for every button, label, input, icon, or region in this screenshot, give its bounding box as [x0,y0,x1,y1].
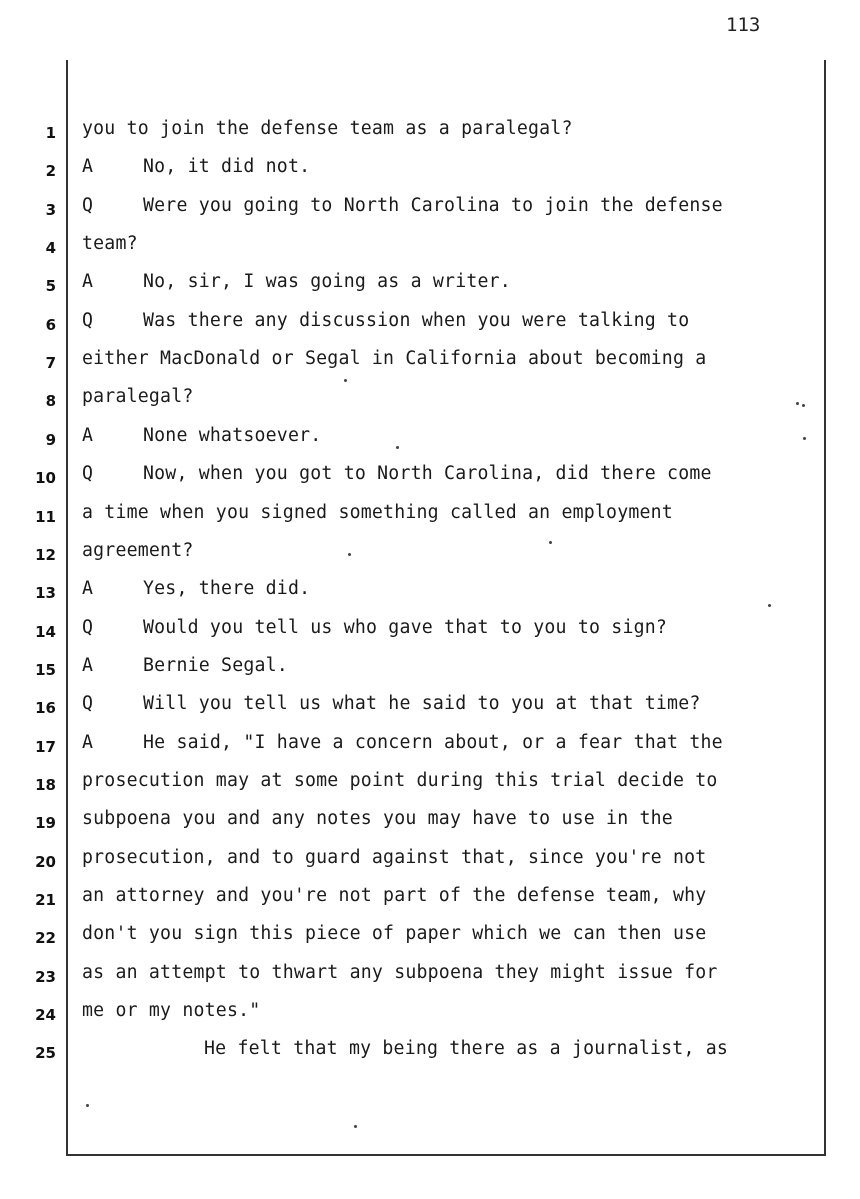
transcript-line [0,382,860,420]
line-number: 5 [45,277,56,296]
line-number: 24 [35,1006,56,1025]
line-text: don't you sign this piece of paper which we can then use [82,923,707,945]
speaker-label: Q [82,309,93,331]
line-number: 21 [35,891,56,909]
line-text: Was there any discussion when you were talking to [143,309,690,331]
line-text: as an attempt to thwart any subpoena they might issue for [82,961,718,983]
scan-speck [86,1104,89,1107]
line-number: 15 [35,660,56,679]
speaker-label: A [82,424,93,446]
transcript-line [0,843,860,881]
line-number: 11 [35,507,56,526]
line-number: 7 [45,354,56,373]
line-text: Were you going to North Carolina to join the defense [143,194,723,216]
transcript-line [0,804,860,842]
speaker-label: A [82,578,93,600]
line-text: me or my notes." [82,1000,261,1022]
transcript-line [0,344,860,382]
line-number: 1 [45,124,56,142]
scan-speck [549,541,552,544]
transcript-line [0,267,860,305]
line-number: 17 [35,737,56,756]
scan-speck [348,553,351,556]
line-text: prosecution, and to guard against that, since you're not [82,846,707,868]
speaker-label: Q [82,616,93,638]
line-number: 8 [45,392,56,411]
transcript-line [0,229,860,267]
speaker-label: A [82,654,93,676]
page-number: 113 [726,14,761,36]
transcript-line [0,613,860,651]
line-text: No, it did not. [143,156,311,178]
transcript-line [0,306,860,344]
transcript-line [0,919,860,957]
line-number: 10 [35,469,56,488]
transcript-line [0,689,860,727]
transcript-line [0,152,860,190]
scan-speck [344,379,347,382]
scan-speck [768,604,771,607]
speaker-label: A [82,271,93,293]
transcript-line [0,421,860,459]
scan-speck [354,1125,357,1128]
line-text: No, sir, I was going as a writer. [143,271,511,293]
line-number: 20 [35,852,56,871]
line-number: 9 [45,430,56,449]
transcript-line [0,996,860,1034]
line-number: 22 [35,929,56,948]
line-number: 4 [45,239,56,258]
transcript-line [0,498,860,536]
line-text: Yes, there did. [143,578,311,600]
transcript-line [0,536,860,574]
transcript-line [0,459,860,497]
transcript-line [0,574,860,612]
scan-speck [796,402,799,405]
transcript-line [0,191,860,229]
line-text: Will you tell us what he said to you at that time? [143,693,701,715]
line-text: Would you tell us who gave that to you to sign? [143,616,668,638]
line-number: 12 [35,545,56,564]
transcript-line [0,728,860,766]
line-number: 14 [35,622,56,641]
line-text: subpoena you and any notes you may have to use in the [82,808,673,830]
line-text: None whatsoever. [143,424,322,446]
line-number: 25 [35,1044,56,1063]
transcript-line [0,766,860,804]
scan-speck [802,404,805,407]
transcript-line [0,651,860,689]
line-text: an attorney and you're not part of the defense team, why [82,885,707,906]
line-number: 23 [35,967,56,986]
frame-top-tick [66,60,68,82]
line-text: prosecution may at some point during this trial decide to [82,769,718,791]
line-number: 19 [35,814,56,833]
line-number: 2 [45,162,56,181]
line-number: 16 [35,699,56,718]
speaker-label: Q [82,693,93,715]
line-number: 18 [35,775,56,794]
line-text: He said, "I have a concern about, or a fear that the [143,731,723,753]
line-text: Bernie Segal. [143,654,288,676]
line-text: paralegal? [82,386,194,408]
line-text: Now, when you got to North Carolina, did there come [143,463,712,485]
line-text: team? [82,233,138,255]
line-text: either MacDonald or Segal in California about becoming a [82,348,707,370]
transcript-line [0,958,860,996]
speaker-label: Q [82,194,93,216]
transcript-line [0,114,860,152]
line-text: a time when you signed something called an employment [82,501,673,523]
transcript-line [0,1034,860,1072]
speaker-label: A [82,156,93,178]
line-number: 13 [35,584,56,603]
transcript-line [0,881,860,919]
scan-speck [803,437,806,440]
line-number: 6 [45,315,56,334]
line-text: He felt that my being there as a journalist, as [204,1038,729,1060]
speaker-label: Q [82,463,93,485]
line-text: agreement? [82,539,194,561]
line-text: you to join the defense team as a paralegal? [82,118,573,139]
line-number: 3 [45,200,56,219]
speaker-label: A [82,731,93,753]
scan-speck [396,446,399,449]
